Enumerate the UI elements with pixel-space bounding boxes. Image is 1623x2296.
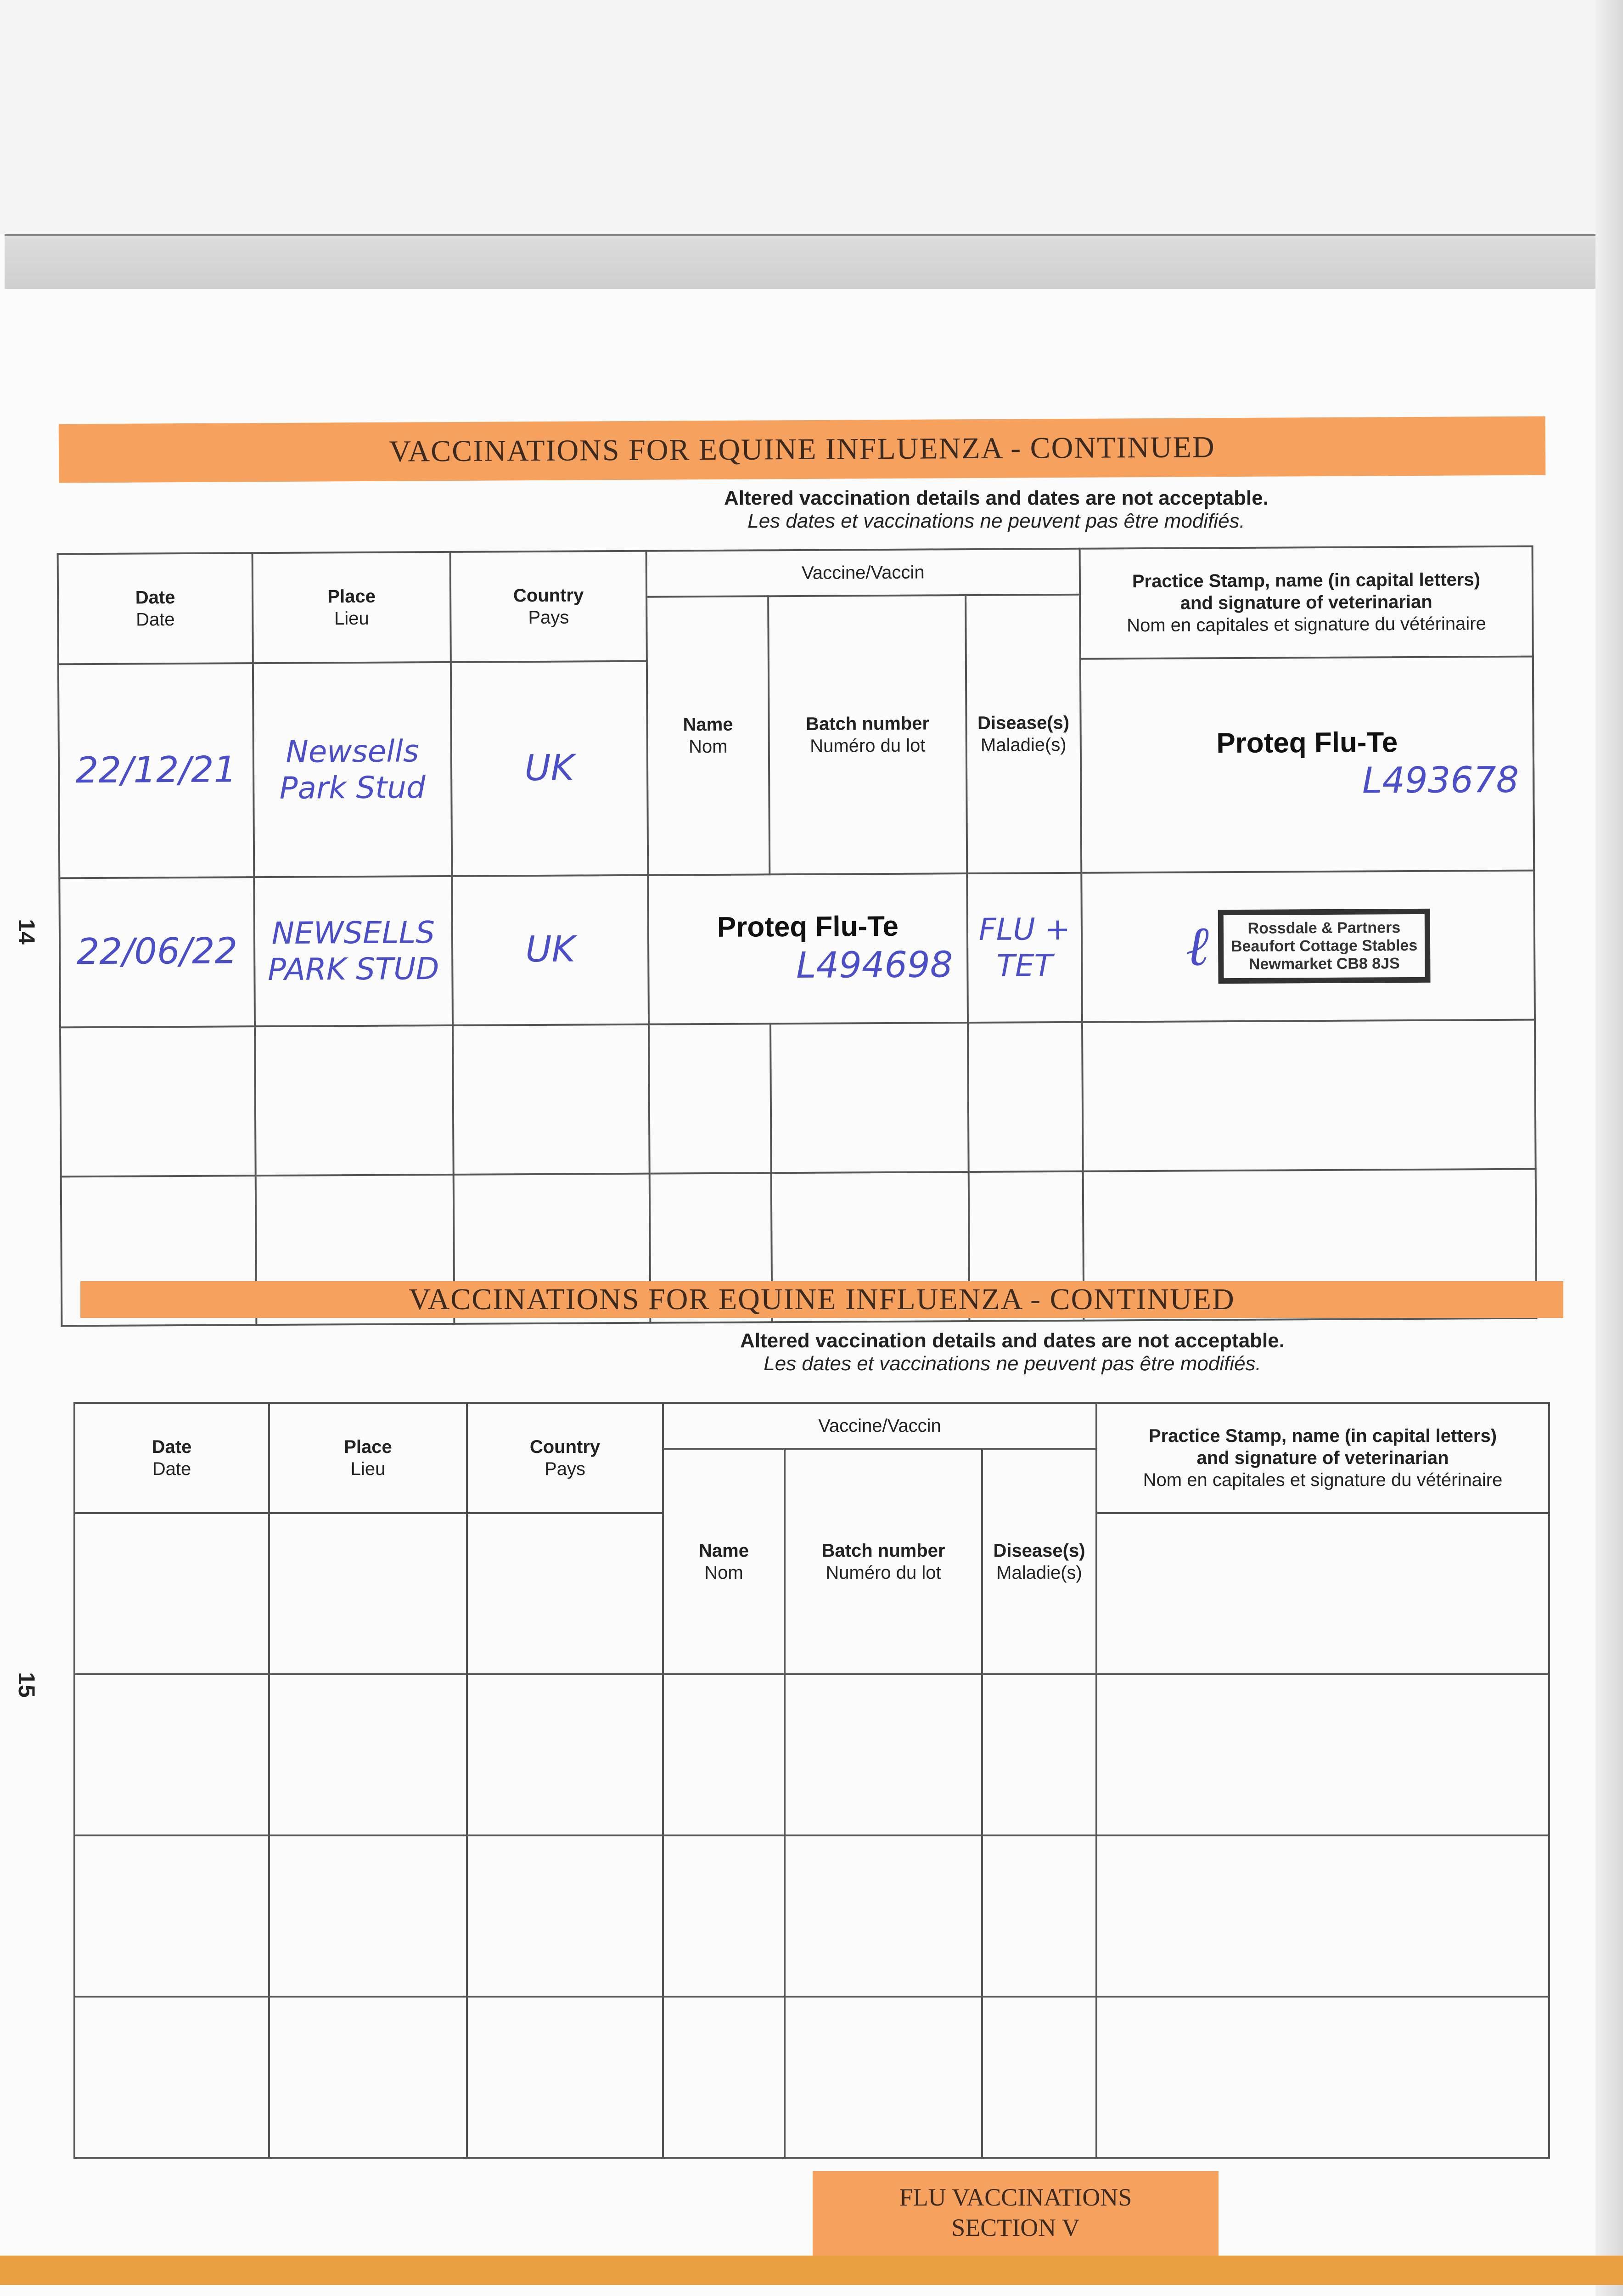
empty-cell[interactable] (982, 1674, 1096, 1835)
header-date-en: Date (152, 1437, 192, 1457)
empty-cell[interactable] (269, 1997, 467, 2158)
vaccination-table-1 (57, 546, 1538, 1327)
table-row (59, 870, 1535, 1027)
section-footer (813, 2171, 1219, 2256)
header-vaccine: Vaccine/Vaccin (646, 549, 1080, 597)
empty-cell[interactable] (467, 1674, 663, 1835)
header-stamp-en2: and signature of veterinarian (1196, 1448, 1449, 1468)
header-country-fr: Pays (545, 1459, 585, 1479)
header-country-en: Country (529, 1437, 601, 1457)
empty-cell[interactable] (74, 1835, 269, 1997)
empty-cell[interactable] (982, 1835, 1096, 1997)
empty-cell[interactable] (74, 1513, 269, 1674)
empty-cell[interactable] (467, 1835, 663, 1997)
empty-cell[interactable] (74, 1674, 269, 1835)
empty-cell[interactable] (770, 1023, 969, 1173)
vaccine-name-stamp: Proteq Flu-Te (1216, 726, 1398, 760)
scan-background (0, 0, 1623, 234)
place-cell: Newsells Park Stud (253, 662, 452, 877)
empty-cell[interactable] (60, 1026, 256, 1176)
country-cell: UK (452, 875, 649, 1025)
empty-cell[interactable] (1096, 1674, 1549, 1835)
empty-cell[interactable] (982, 1997, 1096, 2158)
header-place (269, 1403, 467, 1513)
header-name (663, 1449, 785, 1674)
header-batch-en: Batch number (821, 1540, 945, 1561)
header-stamp-fr: Nom en capitales et signature du vétérinaire (1127, 613, 1486, 636)
header-date-fr: Date (152, 1459, 191, 1479)
section-banner-2 (80, 1281, 1563, 1318)
empty-cell[interactable] (269, 1513, 467, 1674)
empty-cell[interactable] (467, 1997, 663, 2158)
header-stamp-en2: and signature of veterinarian (1180, 591, 1432, 613)
empty-cell[interactable] (663, 1997, 785, 2158)
place-cell: NEWSELLS PARK STUD (254, 876, 453, 1026)
empty-cell[interactable] (968, 1022, 1083, 1171)
empty-cell[interactable] (785, 1835, 982, 1997)
header-country-en: Country (513, 585, 584, 606)
header-name-fr: Nom (688, 736, 728, 757)
page-edge (1595, 0, 1623, 2296)
header-country (467, 1403, 663, 1513)
header-disease-en: Disease(s) (977, 712, 1070, 733)
empty-cell[interactable] (269, 1674, 467, 1835)
empty-cell[interactable] (785, 1997, 982, 2158)
batch-number: L494698 (796, 944, 953, 986)
empty-cell[interactable] (255, 1025, 454, 1176)
section-title-2: VACCINATIONS FOR EQUINE INFLUENZA - CONTINUED (409, 1283, 1235, 1316)
stamp-line: Rossdale & Partners (1247, 918, 1401, 937)
header-place-fr: Lieu (350, 1459, 386, 1479)
header-date-en: Date (135, 587, 175, 608)
header-place-en: Place (344, 1437, 392, 1457)
header-disease (982, 1449, 1096, 1674)
stamp-line: Beaufort Cottage Stables (1230, 936, 1418, 955)
header-batch (768, 595, 967, 874)
header-stamp-fr: Nom en capitales et signature du vétérinaire (1143, 1470, 1503, 1490)
header-country (450, 551, 647, 662)
empty-cell[interactable] (453, 1024, 650, 1174)
bottom-strip (0, 2256, 1623, 2285)
empty-cell[interactable] (1096, 1997, 1549, 2158)
header-place (253, 552, 451, 663)
vaccination-table-2 (73, 1402, 1550, 2159)
header-batch-fr: Numéro du lot (810, 735, 926, 756)
notice-fr: Les dates et vaccinations ne peuvent pas être modifiés. (747, 510, 1245, 532)
header-date (74, 1403, 269, 1513)
header-name-en: Name (683, 714, 733, 735)
vaccine-name-stamp: Proteq Flu-Te (717, 911, 899, 944)
notice-en: Altered vaccination details and dates are not acceptable. (740, 1329, 1285, 1352)
header-date (58, 553, 253, 664)
notice-2 (461, 1329, 1563, 1375)
date-cell: 22/06/22 (59, 877, 255, 1027)
header-stamp (1080, 546, 1533, 659)
header-name-en: Name (699, 1540, 749, 1561)
header-disease-en: Disease(s) (993, 1540, 1085, 1561)
page-number: 15 (13, 1672, 39, 1698)
empty-cell[interactable] (467, 1513, 663, 1674)
veterinarian-signature: ℓ (1185, 914, 1209, 979)
vaccine-cell (1080, 657, 1534, 873)
header-stamp-en: Practice Stamp, name (in capital letters) (1132, 569, 1481, 592)
header-country-fr: Pays (528, 607, 569, 628)
empty-cell[interactable] (663, 1835, 785, 1997)
empty-cell[interactable] (649, 1024, 771, 1173)
header-date-fr: Date (136, 609, 175, 630)
notice-fr: Les dates et vaccinations ne peuvent pas être modifiés. (764, 1352, 1261, 1375)
header-stamp (1096, 1403, 1549, 1513)
table-row (60, 1019, 1536, 1176)
header-stamp-en: Practice Stamp, name (in capital letters) (1148, 1426, 1497, 1446)
section-banner: VACCINATIONS FOR EQUINE INFLUENZA - CONTINUED (59, 416, 1546, 483)
empty-cell[interactable] (1096, 1513, 1549, 1674)
footer-line2: SECTION V (951, 2214, 1080, 2241)
stamp-line: Newmarket CB8 8JS (1248, 954, 1400, 973)
practice-stamp (1218, 908, 1431, 984)
header-name (646, 596, 769, 875)
header-name-fr: Nom (704, 1562, 743, 1583)
header-batch-fr: Numéro du lot (826, 1562, 941, 1583)
vaccine-cell (648, 873, 968, 1024)
header-batch-en: Batch number (805, 713, 930, 734)
empty-cell[interactable] (1082, 1019, 1536, 1171)
empty-cell[interactable] (1096, 1835, 1549, 1997)
header-place-en: Place (327, 586, 376, 607)
empty-cell[interactable] (663, 1674, 785, 1835)
empty-cell[interactable] (785, 1674, 982, 1835)
empty-cell[interactable] (74, 1997, 269, 2158)
footer-line1: FLU VACCINATIONS (899, 2183, 1132, 2211)
empty-cell[interactable] (269, 1835, 467, 1997)
page-fold (5, 234, 1612, 289)
country-cell: UK (451, 661, 648, 876)
table-row (74, 1674, 1549, 1835)
table-row (74, 1835, 1549, 1997)
header-place-fr: Lieu (334, 608, 369, 629)
stamp-cell (1081, 870, 1535, 1022)
header-disease-fr: Maladie(s) (980, 734, 1067, 755)
page-number: 14 (13, 919, 39, 945)
notice (445, 487, 1547, 533)
date-cell: 22/12/21 (58, 663, 254, 878)
disease-cell: FLU + TET (967, 872, 1082, 1022)
header-vaccine: Vaccine/Vaccin (663, 1403, 1096, 1449)
table-row (74, 1997, 1549, 2158)
header-batch (785, 1449, 982, 1674)
batch-number: L493678 (1362, 759, 1519, 802)
notice-en: Altered vaccination details and dates are not acceptable. (724, 487, 1269, 509)
header-disease (966, 595, 1081, 873)
header-disease-fr: Maladie(s) (996, 1562, 1082, 1583)
